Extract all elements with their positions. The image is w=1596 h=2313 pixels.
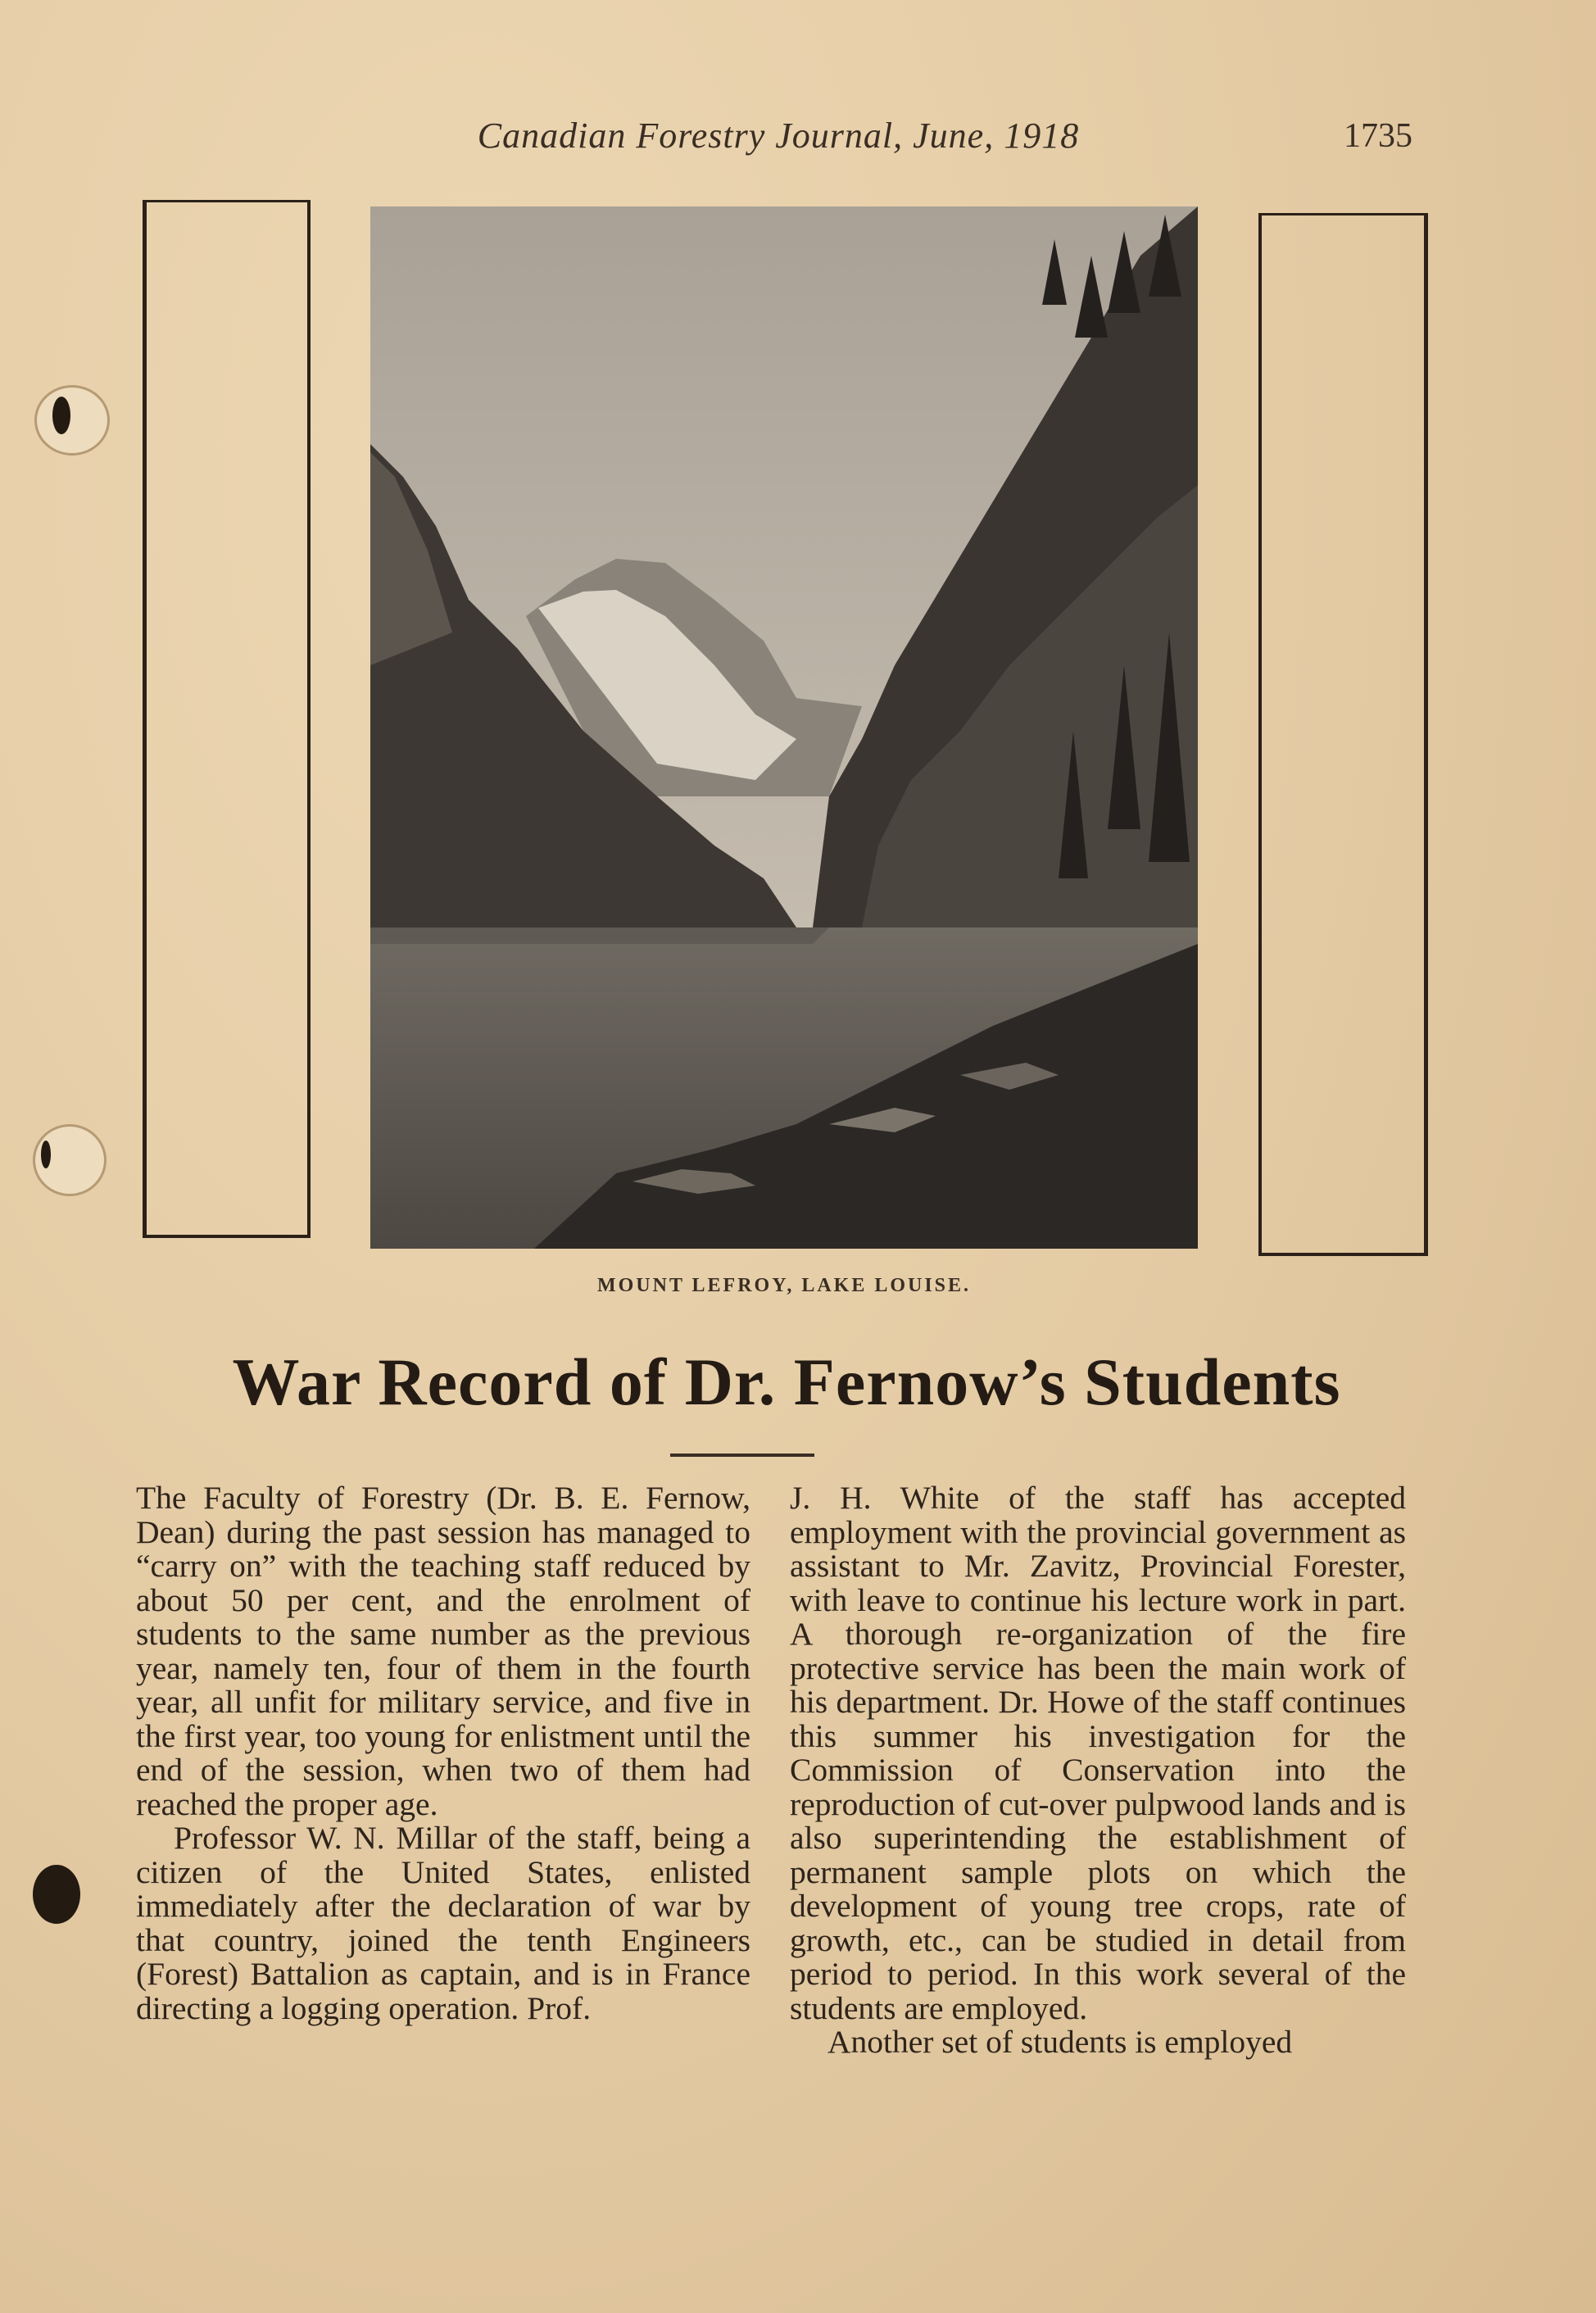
page-number: 1735 — [1344, 117, 1412, 155]
article-title: War Record of Dr. Fernow’s Students — [232, 1345, 1341, 1419]
article-column-left — [136, 1481, 750, 2025]
title-divider — [670, 1454, 814, 1457]
page-header — [0, 115, 1596, 172]
binding-hole — [33, 1865, 80, 1924]
binding-hole-ring — [34, 385, 110, 456]
paragraph: J. H. White of the staff has accepted employment with the provincial government as assistant to Mr. Zavitz, Provincial Forester, with leave to continue his lecture work in part. A thorough re-organization of the fire protective service has been the main work of his department. Dr. Howe of the staff continues this summer his investigation for the Commission of Conservation into the reproduction of cut-over pulpwood lands and is also superintending the establishment of permanent sample plots on which the development of young tree crops, rate of growth, etc., can be studied in detail from period to period. In this work several of the students are employed. — [790, 1480, 1406, 2026]
paragraph: The Faculty of Forestry (Dr. B. E. Fernow, Dean) during the past session has managed to “carry on” with the teaching staff reduced by about 50 per cent, and the enrolment of students to the same number as the previous year, namely ten, four of them in the fourth year, all unfit for military service, and five in the first year, too young for enlistment until the end of the session, when two of them had reached the proper age. — [136, 1480, 750, 1822]
right-frame-box — [1258, 213, 1428, 1256]
left-frame-box — [143, 200, 311, 1238]
paragraph: Professor W. N. Millar of the staff, being a citizen of the United States, enlisted immediately after the declaration of war by that country, joined the tenth Engineers (Forest) Battalion as captain, and is in France directing a logging operation. Prof. — [136, 1820, 750, 2026]
paragraph: Another set of students is employed — [827, 2024, 1293, 2060]
article-column-right — [790, 1481, 1406, 2060]
photo-illustration — [370, 206, 1198, 1249]
mountain-lake-photo — [370, 206, 1198, 1249]
binding-hole — [41, 1141, 51, 1168]
binding-hole — [52, 397, 70, 434]
photo-caption: MOUNT LEFROY, LAKE LOUISE. — [596, 1275, 972, 1296]
running-head: Canadian Forestry Journal, June, 1918 — [477, 116, 1080, 156]
